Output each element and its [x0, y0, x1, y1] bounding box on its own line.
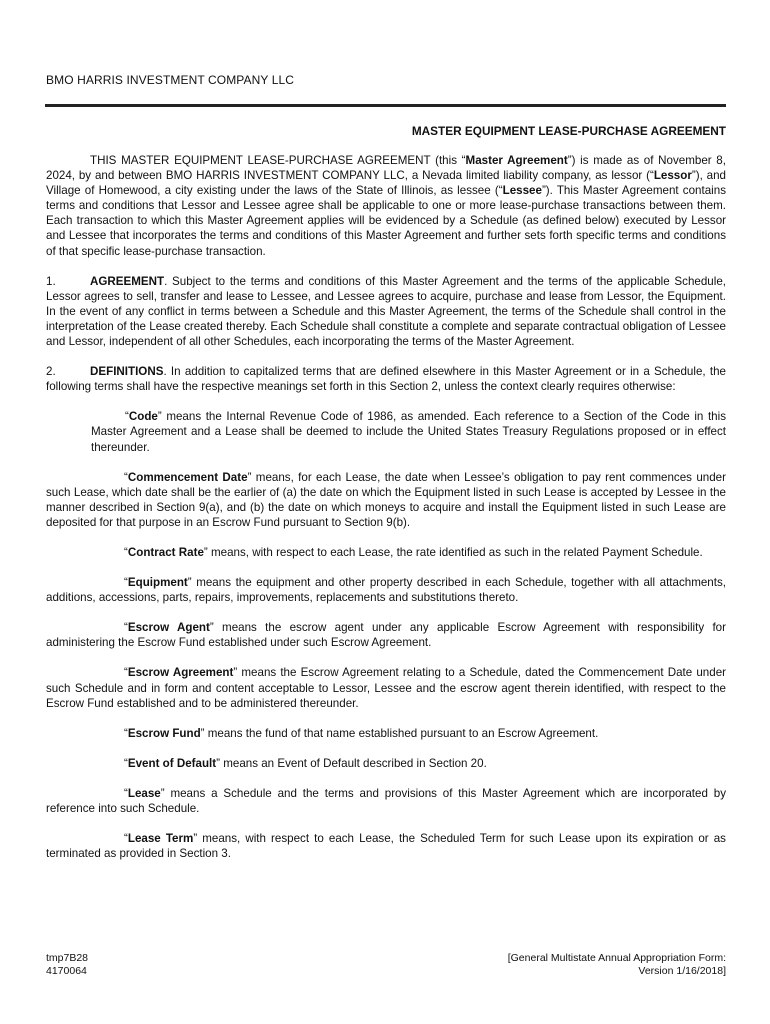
definition-term: Code [128, 410, 158, 424]
section-text: . Subject to the terms and conditions of this Master Agreement and the terms of the applicable Schedule, Lessor agrees to sell, transfer and lease to Lessee, and Lessee agrees to acquire, purchase and lease from Lessor, the Equipment. In the event of any conflict in terms between a Schedule and this Master Agreement, the terms of the Schedule shall control in the interpretation of the Lease created thereby. Each Schedule shall constitute a complete and separate contractual obligation of Lessee and Lessor, independent of all other Schedules, each incorporating the terms of the Master Agreement. [46, 274, 726, 349]
definition-term: Equipment [127, 576, 188, 590]
definition-term: Lease [127, 786, 161, 800]
footer-form-version [508, 952, 726, 978]
section-2 [46, 364, 726, 394]
definition-text: ” means the equipment and other property described in each Schedule, together with all attachments, additions, accessions, parts, repairs, improvements, replacements and substitutions thereto. [46, 576, 726, 605]
intro-text-1: THIS MASTER EQUIPMENT LEASE-PURCHASE AGREEMENT (this “ [90, 154, 466, 167]
definition-text: ” means an Event of Default described in Section 20. [216, 756, 487, 770]
definition-event-of-default: “Event of Default” means an Event of Default described in Section 20. [124, 756, 487, 770]
footer-left-line-1: tmp7B28 [46, 952, 89, 964]
definition-text: ” means, with respect to each Lease, the Scheduled Term for such Lease upon its expiration or as terminated as provided in Section 3. [46, 832, 726, 861]
definition-contract-rate: “Contract Rate” means, with respect to each Lease, the rate identified as such in the related Payment Schedule. [124, 545, 703, 559]
footer-right-line-2: Version 1/16/2018] [638, 965, 726, 977]
definition-lease: “Lease” means a Schedule and the terms and provisions of this Master Agreement which are incorporated by reference into such Schedule. [46, 786, 726, 815]
company-name: BMO HARRIS INVESTMENT COMPANY LLC [46, 73, 295, 87]
footer-document-id [46, 952, 88, 978]
term-master-agreement: Master Agreement [465, 154, 568, 167]
definition-term: Commencement Date [127, 470, 248, 484]
definition-text: ” means, for each Lease, the date when Lessee’s obligation to pay rent commences under such Lease, which date shall be the earlier of (a) the date on which the Equipment listed in such Lease is accepted by Lessee in the manner described in Section 9(a), and (b) the date on which moneys to acquire and install the Equipment listed in such Lease are deposited for that purpose in an Escrow Fund pursuant to Section 9(b). [46, 470, 726, 529]
section-number: 1. [46, 274, 56, 288]
definition-term: Escrow Agreement [127, 666, 234, 680]
definition-escrow-agreement: “Escrow Agreement” means the Escrow Agreement relating to a Schedule, dated the Commencement Date under such Schedule and in form and content acceptable to Lessor, Lessee and the escrow agent therein identified, with respect to the Escrow Fund established and to be administered thereunder. [46, 666, 727, 710]
definition-term: Event of Default [127, 756, 217, 770]
footer-right-line-1: [General Multistate Annual Appropriation Form: [507, 952, 726, 964]
definition-escrow-fund: “Escrow Fund” means the fund of that name established pursuant to an Escrow Agreement. [124, 726, 599, 740]
footer-left-line-2: 4170064 [46, 965, 87, 977]
intro-paragraph [46, 153, 726, 259]
section-text: . In addition to capitalized terms that are defined elsewhere in this Master Agreement or in a Schedule, the following terms shall have the respective meanings set forth in this Section 2, unless the context clearly requires otherwise: [46, 365, 726, 394]
section-heading: AGREEMENT [90, 274, 165, 288]
intro-text-4: ”). This Master Agreement contains terms and conditions that Lessor and Lessee agree shall be applicable to one or more lease-purchase transactions between them. Each transaction to which this Master Agreement applies will be evidenced by a Schedule (as defined below) executed by Lessor and Lessee that incorporates the terms and conditions of this Master Agreement and further sets forth specific terms and conditions of that specific lease-purchase transaction. [46, 184, 726, 258]
definition-term: Escrow Agent [127, 621, 210, 635]
definition-text: ” means, with respect to each Lease, the rate identified as such in the related Payment Schedule. [203, 545, 703, 559]
intro-text-2: ”) is made as of November 8, 2024, by and between BMO HARRIS INVESTMENT COMPANY LLC, a Nevada limited liability company, as lessor (“ [46, 154, 726, 183]
section-number: 2. [46, 365, 56, 379]
definition-commencement-date: “Commencement Date” means, for each Lease, the date when Lessee’s obligation to pay rent commences under such Lease, which date shall be the earlier of (a) the date on which the Equipment listed in such Lease is accepted by Lessee in the manner described in Section 9(a), and (b) the date on which moneys to acquire and install the Equipment listed in such Lease are deposited for that purpose in an Escrow Fund pursuant to Section 9(b). [46, 470, 726, 529]
intro-text-3: ”), and Village of Homewood, a city existing under the laws of the State of Illinois, as lessee (“ [46, 169, 726, 198]
definition-lease-term: “Lease Term” means, with respect to each Lease, the Scheduled Term for such Lease upon its expiration or as terminated as provided in Section 3. [46, 832, 726, 861]
definition-text: ” means the fund of that name established pursuant to an Escrow Agreement. [200, 726, 599, 740]
definition-term: Lease Term [127, 832, 194, 846]
definition-code: “Code” means the Internal Revenue Code of 1986, as amended. Each reference to a Section of the Code in this Master Agreement and a Lease shall be deemed to include the United States Treasury Regulations proposed or in effect thereunder. [91, 410, 726, 454]
section-heading: DEFINITIONS [90, 365, 164, 379]
document-body [46, 153, 726, 861]
term-lessee: Lessee [502, 184, 542, 198]
definition-term: Escrow Fund [127, 726, 201, 740]
definition-term: Contract Rate [127, 545, 204, 559]
definition-text: ” means a Schedule and the terms and provisions of this Master Agreement which are incorporated by reference into such Schedule. [46, 786, 726, 815]
definition-equipment: “Equipment” means the equipment and other property described in each Schedule, together with all attachments, additions, accessions, parts, repairs, improvements, replacements and substitutions thereto. [46, 576, 726, 605]
term-lessor: Lessor [653, 169, 692, 183]
definition-text: ” means the Internal Revenue Code of 1986, as amended. Each reference to a Section of the Code in this Master Agreement and a Lease shall be deemed to include the United States Treasury Regulations proposed or in effect thereunder. [91, 410, 726, 454]
definition-text: ” means the escrow agent under any applicable Escrow Agreement with responsibility for administering the Escrow Fund established under such Escrow Agreement. [46, 621, 726, 650]
definition-text: ” means the Escrow Agreement relating to a Schedule, dated the Commencement Date under such Schedule and in form and content acceptable to Lessor, Lessee and the escrow agent therein identified, with respect to the Escrow Fund established and to be administered thereunder. [46, 666, 727, 710]
document-title: MASTER EQUIPMENT LEASE-PURCHASE AGREEMENT [411, 124, 726, 138]
definition-escrow-agent: “Escrow Agent” means the escrow agent under any applicable Escrow Agreement with responsibility for administering the Escrow Fund established under such Escrow Agreement. [46, 621, 726, 650]
section-1 [46, 274, 726, 349]
header-rule [45, 104, 726, 107]
